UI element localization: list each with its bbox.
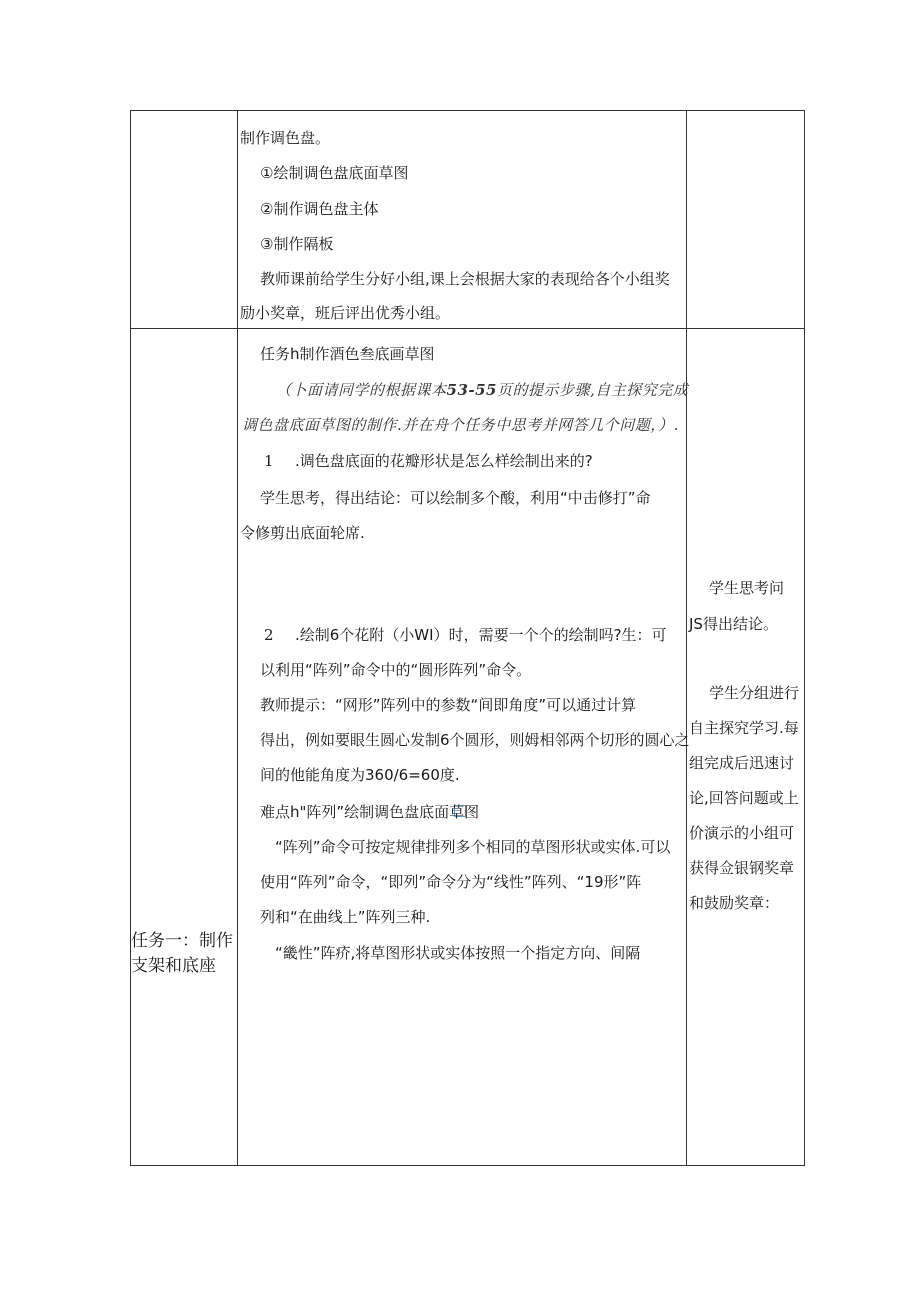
side-note: 价演示的小组可 — [689, 824, 795, 842]
side-note: 自主探究学习.每 — [689, 719, 799, 737]
row1-content-cell — [238, 111, 687, 329]
text-line: ①绘制调色盘底面草图 — [260, 164, 409, 182]
question-text: .绘制6个花附（小WI）时，需要一个个的绘制吗?生：可 — [295, 626, 667, 644]
side-note: 和鼓励奖章： — [689, 894, 780, 912]
text-line: 以利用“阵列”命令中的“圆形阵列”命令。 — [260, 661, 532, 679]
text-line: 励小奖章，班后评出优秀小组。 — [240, 304, 451, 322]
text-line: 教师课前给学生分好小组,课上会根据大家的表现给各个小组奖 — [260, 270, 670, 288]
row1-notes-cell — [687, 111, 805, 329]
row2-notes-cell — [687, 329, 805, 1166]
side-note: 学生分组进行 — [709, 684, 800, 702]
question-number: 2 — [264, 626, 274, 644]
row2-content-cell — [238, 329, 690, 1166]
text-line: 列和“在曲线上”阵列三种. — [260, 908, 431, 926]
text-line: 教师提示：“网形”阵列中的参数“间即角度”可以通过计算 — [260, 696, 637, 714]
question-text: .调色盘底面的花瓣形状是怎么样绘制出来的? — [295, 452, 593, 470]
row2-label-cell — [131, 329, 238, 1166]
task-label: 任务一：制作支架和底座 — [131, 931, 233, 976]
side-note: JS得出结论。 — [689, 615, 778, 633]
text-line: 制作调色盘。 — [240, 129, 331, 147]
text-line: “畿性”阵疥,将草图形状或实体按照一个指定方向、间隔 — [275, 944, 641, 962]
text-line: 令修剪出底面轮席. — [240, 524, 365, 542]
task-title: 任务h制作酒色叁底画草图 — [260, 345, 435, 363]
question-number: 1 — [264, 452, 274, 470]
table-row — [131, 111, 805, 329]
text-line: ②制作调色盘主体 — [260, 200, 379, 218]
side-note: 获得佥银钢奖章 — [689, 859, 795, 877]
italic-note: （卜面请同学的根据课本53-55页的提示步骤,自主探究完成 — [276, 381, 689, 399]
text-line: 间的他能角度为360/6=60度. — [260, 766, 460, 784]
text-line: “阵列”命令可按定规律排列多个相同的草图形状或实体.可以 — [275, 838, 671, 856]
side-note: 组完成后迅速讨 — [689, 754, 795, 772]
side-note: 学生思考问 — [709, 579, 785, 597]
row1-label-cell — [131, 111, 238, 329]
italic-note: 调色盘底面草图的制作.并在舟个任务中思考并网答几个问题，）. — [242, 416, 680, 434]
text-line: ③制作隔板 — [260, 235, 334, 253]
lesson-table — [130, 110, 805, 1166]
side-note: 论,回答问题或上 — [689, 789, 799, 807]
text-line: 难点h"阵列”绘制调色盘底面草图 — [260, 803, 480, 821]
text-line: 得出，例如要眼生圆心发制6个圆形，则姆相邻两个切形的圆心之 — [260, 731, 690, 749]
table-row — [131, 329, 805, 1166]
text-line: 学生思考，得出结论：可以绘制多个酸，利用“中击修打”命 — [260, 489, 651, 507]
text-line: 使用“阵列”命令，“即列”命令分为“线性”阵列、“19形”阵 — [260, 873, 642, 891]
